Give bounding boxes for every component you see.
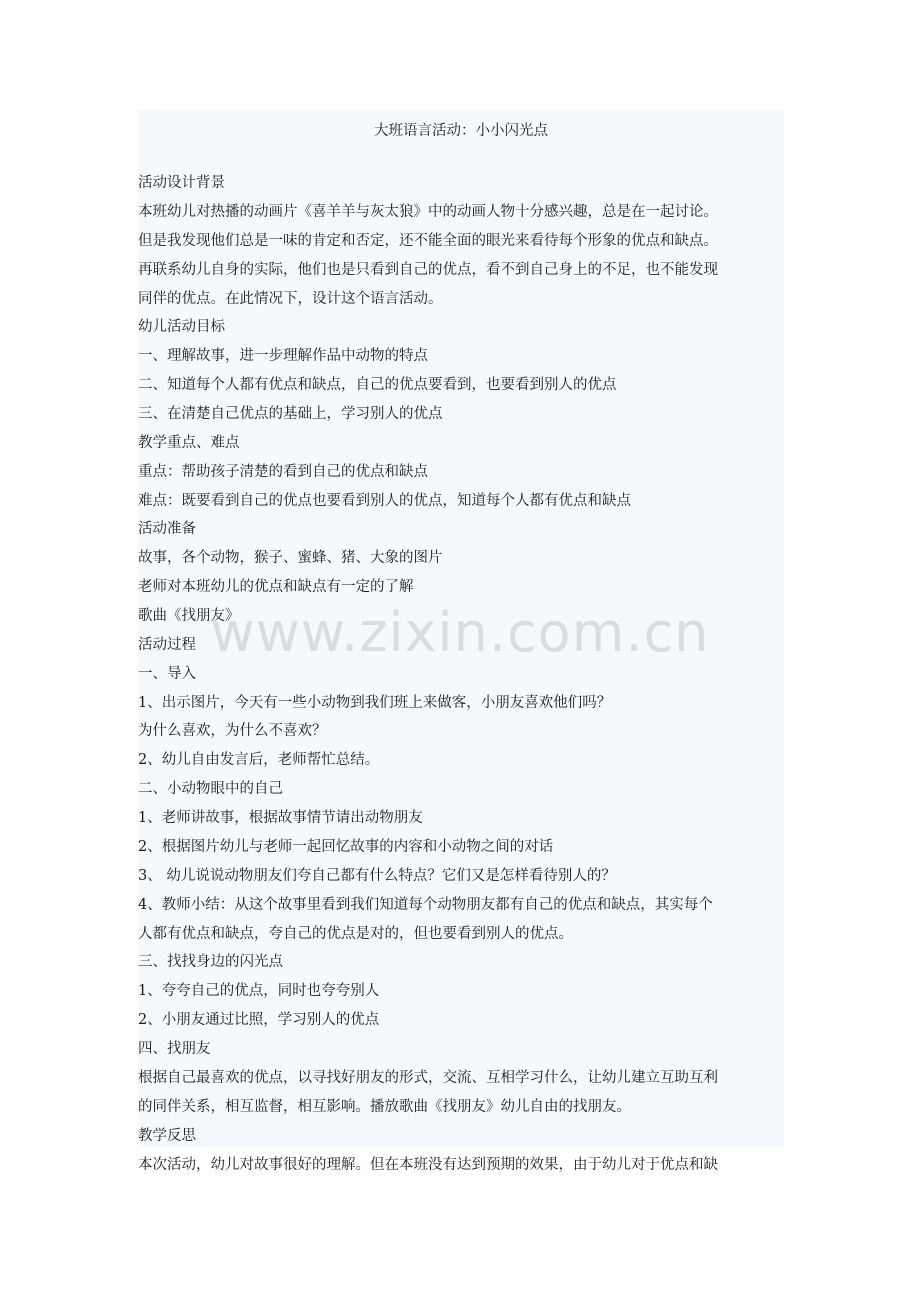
text-line: 但是我发现他们总是一味的肯定和否定，还不能全面的眼光来看待每个形象的优点和缺点。 xyxy=(138,233,718,249)
text-line: 的同伴关系，相互监督，相互影响。播放歌曲《找朋友》幼儿自由的找朋友。 xyxy=(138,1099,631,1115)
watermark: www.zixin.com.cn xyxy=(210,601,710,664)
text-line: 本班幼儿对热播的动画片《喜羊羊与灰太狼》中的动画人物十分感兴趣，总是在一起讨论。 xyxy=(138,204,718,220)
text-line: 难点：既要看到自己的优点也要看到别人的优点，知道每个人都有优点和缺点 xyxy=(138,493,631,509)
text-line: 三、在清楚自己优点的基础上，学习别人的优点 xyxy=(138,406,443,422)
text-line: 一、理解故事，进一步理解作品中动物的特点 xyxy=(138,348,428,364)
text-line: 2、幼儿自由发言后，老师帮忙总结。 xyxy=(138,752,380,768)
text-line: 教学反思 xyxy=(138,1128,196,1144)
text-line: 老师对本班幼儿的优点和缺点有一定的了解 xyxy=(138,579,414,595)
text-line: 为什么喜欢，为什么不喜欢？ xyxy=(138,723,327,739)
text-line: 活动过程 xyxy=(138,637,196,653)
text-line: 四、找朋友 xyxy=(138,1041,211,1057)
text-line: 歌曲《找朋友》 xyxy=(138,608,240,624)
document-title: 大班语言活动：小小闪光点 xyxy=(374,123,548,139)
text-line: 1、出示图片，今天有一些小动物到我们班上来做客，小朋友喜欢他们吗？ xyxy=(138,695,612,711)
text-line: 活动设计背景 xyxy=(138,175,225,191)
text-line: 一、导入 xyxy=(138,666,196,682)
text-line: 教学重点、难点 xyxy=(138,435,240,451)
text-line: 1、老师讲故事，根据故事情节请出动物朋友 xyxy=(138,810,423,826)
text-line: 二、小动物眼中的自己 xyxy=(138,781,283,797)
text-line: 2、小朋友通过比照，学习别人的优点 xyxy=(138,1012,380,1028)
text-line: 根据自己最喜欢的优点，以寻找好朋友的形式，交流、互相学习什么，让幼儿建立互助互利 xyxy=(138,1070,718,1086)
text-line: 活动准备 xyxy=(138,521,196,537)
text-line: 二、知道每个人都有优点和缺点，自己的优点要看到，也要看到别人的优点 xyxy=(138,377,617,393)
text-line: 人都有优点和缺点，夸自己的优点是对的，但也要看到别人的优点。 xyxy=(138,926,573,942)
text-line: 重点：帮助孩子清楚的看到自己的优点和缺点 xyxy=(138,464,428,480)
text-line: 1、夸夸自己的优点，同时也夸夸别人 xyxy=(138,983,380,999)
text-line: 本次活动，幼儿对故事很好的理解。但在本班没有达到预期的效果，由于幼儿对于优点和缺 xyxy=(138,1157,718,1173)
text-line: 幼儿活动目标 xyxy=(138,319,225,335)
text-line: 故事，各个动物，猴子、蜜蜂、猪、大象的图片 xyxy=(138,550,443,566)
text-line: 同伴的优点。在此情况下，设计这个语言活动。 xyxy=(138,291,443,307)
text-line: 3、 幼儿说说动物朋友们夸自己都有什么特点？它们又是怎样看待别人的？ xyxy=(138,868,616,884)
text-line: 三、找找身边的闪光点 xyxy=(138,954,283,970)
text-line: 4、教师小结：从这个故事里看到我们知道每个动物朋友都有自己的优点和缺点，其实每个 xyxy=(138,897,713,913)
text-line: 2、根据图片幼儿与老师一起回忆故事的内容和小动物之间的对话 xyxy=(138,839,554,855)
text-line: 再联系幼儿自身的实际，他们也是只看到自己的优点，看不到自己身上的不足，也不能发现 xyxy=(138,262,718,278)
